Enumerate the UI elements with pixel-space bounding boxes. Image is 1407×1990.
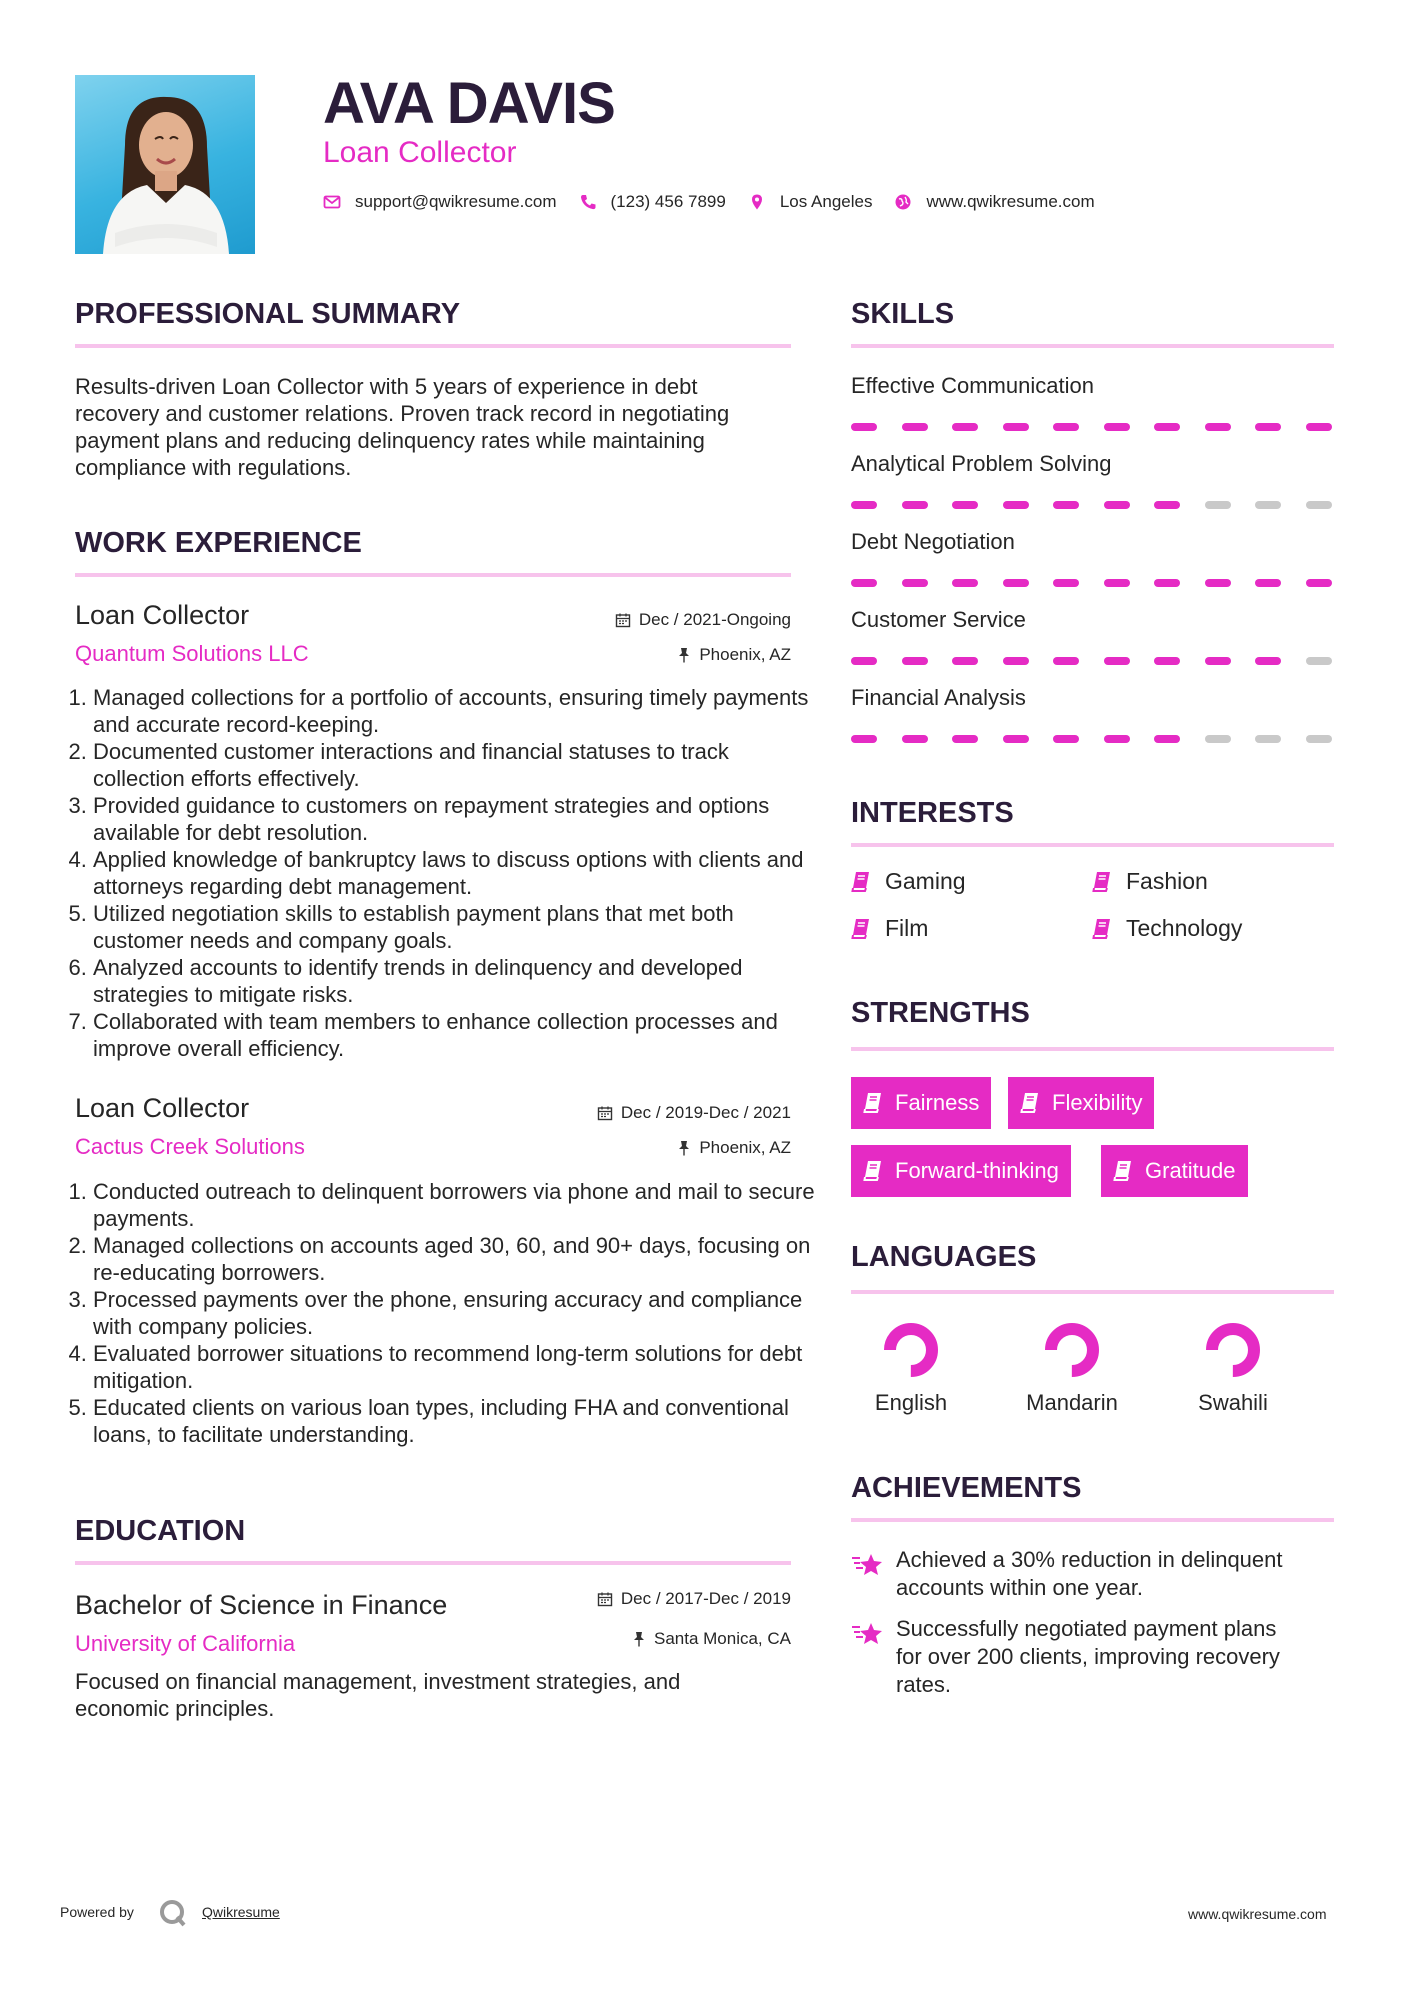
qwikresume-link[interactable]: Qwikresume xyxy=(202,1904,280,1920)
skill-dash-filled xyxy=(1053,657,1079,665)
language-ring xyxy=(1201,1318,1265,1382)
skill-dash-filled xyxy=(902,657,928,665)
skill-name: Customer Service xyxy=(851,607,1026,632)
skill-level-bar xyxy=(851,423,1356,431)
skill-dash-filled xyxy=(952,423,978,431)
skill-dash-filled xyxy=(902,735,928,743)
skill-level-bar xyxy=(851,735,1356,743)
list-item: 2. Managed collections on accounts aged 30, 60, and 90+ days, focusing on re-educating borrowers. xyxy=(93,1232,815,1286)
skill-dash-filled xyxy=(902,579,928,587)
strength-label: Gratitude xyxy=(1145,1158,1236,1183)
qwikresume-logo-icon xyxy=(158,1898,188,1928)
skill-dash-empty xyxy=(1255,735,1281,743)
skill-dash-filled xyxy=(1053,579,1079,587)
achievement-item xyxy=(851,1546,1283,1602)
book-icon xyxy=(863,1160,883,1182)
list-item: 5. Educated clients on various loan types, including FHA and conventional loans, to facilitate understanding. xyxy=(93,1394,815,1448)
skill-dash-empty xyxy=(1306,501,1332,509)
strength-label: Forward-thinking xyxy=(895,1158,1059,1183)
achievement-line: Successfully negotiated payment plans xyxy=(896,1616,1277,1641)
calendar-icon xyxy=(597,1591,613,1607)
degree-title: Bachelor of Science in Finance xyxy=(75,1590,448,1620)
job-bullets xyxy=(75,684,815,1062)
pushpin-icon xyxy=(632,1631,646,1647)
book-icon xyxy=(863,1092,883,1114)
language-level-arc xyxy=(1212,1329,1254,1371)
skill-dash-filled xyxy=(851,657,877,665)
skill-dash-filled xyxy=(1053,423,1079,431)
summary-text xyxy=(75,373,791,481)
calendar-icon xyxy=(597,1105,613,1121)
interest-item xyxy=(1092,868,1208,895)
phone-icon xyxy=(579,193,597,211)
skill-dash-filled xyxy=(851,735,877,743)
achievement-line: Achieved a 30% reduction in delinquent xyxy=(896,1547,1283,1572)
job-bullets xyxy=(75,1178,815,1448)
skill-dash-filled xyxy=(1104,501,1130,509)
book-icon xyxy=(1092,871,1112,893)
skill-dash-empty xyxy=(1205,735,1231,743)
list-item: 2. Documented customer interactions and financial statuses to track collection efforts effectively. xyxy=(93,738,815,792)
book-icon xyxy=(1020,1092,1040,1114)
strength-chip xyxy=(1008,1077,1154,1129)
school-name: University of California xyxy=(75,1631,296,1656)
contact-website[interactable] xyxy=(894,192,1094,212)
job-location-text: Phoenix, AZ xyxy=(699,1138,791,1157)
interests-rule xyxy=(851,843,1334,847)
education-location-text: Santa Monica, CA xyxy=(653,1629,791,1648)
contact-location xyxy=(748,192,873,212)
skill-dash-filled xyxy=(1205,579,1231,587)
education-line: economic principles. xyxy=(75,1696,275,1721)
summary-heading: PROFESSIONAL SUMMARY xyxy=(75,298,461,330)
interest-item xyxy=(851,915,928,942)
skill-dash-filled xyxy=(1003,423,1029,431)
skill-dash-empty xyxy=(1306,735,1332,743)
job-location xyxy=(480,1138,791,1158)
map-pin-icon xyxy=(748,193,766,211)
book-icon xyxy=(851,918,871,940)
skill-name: Analytical Problem Solving xyxy=(851,451,1112,476)
shooting-star-icon xyxy=(851,1619,885,1647)
achievement-text xyxy=(896,1546,1283,1602)
skill-dash-filled xyxy=(1104,423,1130,431)
language-level-arc xyxy=(1051,1329,1093,1371)
education-rule xyxy=(75,1561,791,1565)
skill-dash-filled xyxy=(1154,423,1180,431)
interests-heading: INTERESTS xyxy=(851,797,1014,829)
experience-heading: WORK EXPERIENCE xyxy=(75,527,362,559)
education-location xyxy=(480,1629,791,1649)
interest-label: Technology xyxy=(1126,915,1243,941)
interest-item xyxy=(1092,915,1242,942)
skill-dash-filled xyxy=(1003,735,1029,743)
language-ring xyxy=(879,1318,943,1382)
interest-item xyxy=(851,868,966,895)
skill-dash-filled xyxy=(1255,423,1281,431)
location-text: Los Angeles xyxy=(779,192,873,211)
skill-dash-empty xyxy=(1255,501,1281,509)
education-dates xyxy=(480,1589,791,1609)
skill-dash-filled xyxy=(902,501,928,509)
interest-label: Film xyxy=(885,915,929,941)
language-level-arc xyxy=(890,1329,932,1371)
strength-chip xyxy=(851,1077,991,1129)
skill-dash-filled xyxy=(851,423,877,431)
languages-rule xyxy=(851,1290,1334,1294)
list-item: 4. Applied knowledge of bankruptcy laws to discuss options with clients and attorneys regarding debt management. xyxy=(93,846,815,900)
skill-dash-filled xyxy=(1104,579,1130,587)
education-dates-text: Dec / 2017-Dec / 2019 xyxy=(620,1589,791,1608)
summary-line: Results-driven Loan Collector with 5 years of experience in debt xyxy=(75,374,698,399)
achievement-text xyxy=(896,1615,1280,1699)
skill-dash-filled xyxy=(1003,501,1029,509)
skill-dash-filled xyxy=(1104,657,1130,665)
list-item: 6. Analyzed accounts to identify trends in delinquency and developed strategies to mitigate risks. xyxy=(93,954,815,1008)
skill-dash-filled xyxy=(1154,735,1180,743)
summary-line: payment plans and reducing delinquency rates while maintaining xyxy=(75,428,705,453)
skill-dash-filled xyxy=(902,423,928,431)
contact-phone[interactable] xyxy=(579,192,726,212)
strengths-rule xyxy=(851,1047,1334,1051)
job-title: Loan Collector xyxy=(75,600,250,630)
skills-rule xyxy=(851,344,1334,348)
skills-heading: SKILLS xyxy=(851,298,955,330)
email-text: support@qwikresume.com xyxy=(355,192,557,211)
skill-dash-filled xyxy=(1104,735,1130,743)
achievement-line: rates. xyxy=(896,1672,952,1697)
skill-dash-filled xyxy=(1255,657,1281,665)
profile-photo xyxy=(75,75,255,254)
job-dates-text: Dec / 2019-Dec / 2021 xyxy=(620,1103,791,1122)
book-icon xyxy=(851,871,871,893)
language-ring xyxy=(1040,1318,1104,1382)
skill-dash-filled xyxy=(1053,501,1079,509)
skill-dash-filled xyxy=(1154,501,1180,509)
book-icon xyxy=(1092,918,1112,940)
skill-dash-filled xyxy=(952,501,978,509)
skill-dash-filled xyxy=(952,735,978,743)
achievements-rule xyxy=(851,1518,1334,1522)
skill-dash-filled xyxy=(1306,579,1332,587)
powered-by-label: Powered by xyxy=(60,1904,134,1920)
job-location-text: Phoenix, AZ xyxy=(699,645,791,664)
strength-chip xyxy=(851,1145,1071,1197)
education-description xyxy=(75,1668,791,1722)
person-illustration xyxy=(75,75,255,254)
skill-level-bar xyxy=(851,657,1356,665)
skill-level-bar xyxy=(851,579,1356,587)
shooting-star-icon xyxy=(851,1550,885,1578)
pushpin-icon xyxy=(677,1140,691,1156)
interest-label: Fashion xyxy=(1126,868,1208,894)
interest-label: Gaming xyxy=(885,868,966,894)
list-item: 7. Collaborated with team members to enhance collection processes and improve overall efficiency. xyxy=(93,1008,815,1062)
job-title: Loan Collector xyxy=(75,1093,250,1123)
skill-dash-filled xyxy=(1053,735,1079,743)
language-name: English xyxy=(874,1390,948,1415)
footer-url[interactable]: www.qwikresume.com xyxy=(1188,1906,1327,1922)
achievement-line: accounts within one year. xyxy=(896,1575,1144,1600)
skill-dash-filled xyxy=(1154,579,1180,587)
list-item: 1. Managed collections for a portfolio of accounts, ensuring timely payments and accurate record-keeping. xyxy=(93,684,815,738)
language-name: Swahili xyxy=(1198,1390,1268,1415)
job-company: Cactus Creek Solutions xyxy=(75,1134,305,1159)
contact-email[interactable] xyxy=(323,192,557,212)
contact-bar xyxy=(323,192,1117,212)
skill-dash-filled xyxy=(1205,657,1231,665)
skill-name: Effective Communication xyxy=(851,373,1094,398)
experience-rule xyxy=(75,573,791,577)
skill-dash-empty xyxy=(1205,501,1231,509)
phone-text: (123) 456 7899 xyxy=(610,192,726,211)
summary-line: compliance with regulations. xyxy=(75,455,352,480)
list-item: 3. Processed payments over the phone, ensuring accuracy and compliance with company policies. xyxy=(93,1286,815,1340)
book-icon xyxy=(1113,1160,1133,1182)
skill-dash-empty xyxy=(1306,657,1332,665)
skill-dash-filled xyxy=(1003,579,1029,587)
education-heading: EDUCATION xyxy=(75,1515,246,1547)
skill-dash-filled xyxy=(1154,657,1180,665)
strength-chip xyxy=(1101,1145,1248,1197)
list-item: 3. Provided guidance to customers on repayment strategies and options available for debt resolution. xyxy=(93,792,815,846)
skill-name: Debt Negotiation xyxy=(851,529,1015,554)
skill-dash-filled xyxy=(1255,579,1281,587)
language-name: Mandarin xyxy=(1026,1390,1118,1415)
job-dates-text: Dec / 2021-Ongoing xyxy=(638,610,791,629)
calendar-icon xyxy=(615,612,631,628)
strength-label: Fairness xyxy=(895,1090,980,1115)
strength-label: Flexibility xyxy=(1052,1090,1143,1115)
education-line: Focused on financial management, investment strategies, and xyxy=(75,1669,681,1694)
summary-line: recovery and customer relations. Proven track record in negotiating xyxy=(75,401,730,426)
job-dates xyxy=(480,610,791,630)
skill-dash-filled xyxy=(1003,657,1029,665)
skill-name: Financial Analysis xyxy=(851,685,1026,710)
job-dates xyxy=(480,1103,791,1123)
list-item: 5. Utilized negotiation skills to establish payment plans that met both customer needs and company goals. xyxy=(93,900,815,954)
achievement-line: for over 200 clients, improving recovery xyxy=(896,1644,1280,1669)
website-text: www.qwikresume.com xyxy=(926,192,1095,211)
skill-dash-filled xyxy=(1306,423,1332,431)
candidate-title: Loan Collector xyxy=(323,136,517,169)
job-company: Quantum Solutions LLC xyxy=(75,641,309,666)
envelope-icon xyxy=(323,193,341,211)
strengths-heading: STRENGTHS xyxy=(851,997,1030,1029)
globe-icon xyxy=(894,193,912,211)
skill-dash-filled xyxy=(952,657,978,665)
skill-dash-filled xyxy=(1205,423,1231,431)
achievement-item xyxy=(851,1615,1280,1699)
languages-heading: LANGUAGES xyxy=(851,1241,1037,1273)
achievements-heading: ACHIEVEMENTS xyxy=(851,1472,1082,1504)
job-location xyxy=(480,645,791,665)
candidate-name: AVA DAVIS xyxy=(323,71,615,136)
pushpin-icon xyxy=(677,647,691,663)
skill-dash-filled xyxy=(851,501,877,509)
skill-dash-filled xyxy=(952,579,978,587)
skill-level-bar xyxy=(851,501,1356,509)
list-item: 1. Conducted outreach to delinquent borrowers via phone and mail to secure payments. xyxy=(93,1178,815,1232)
list-item: 4. Evaluated borrower situations to recommend long-term solutions for debt mitigation. xyxy=(93,1340,815,1394)
skill-dash-filled xyxy=(851,579,877,587)
summary-rule xyxy=(75,344,791,348)
